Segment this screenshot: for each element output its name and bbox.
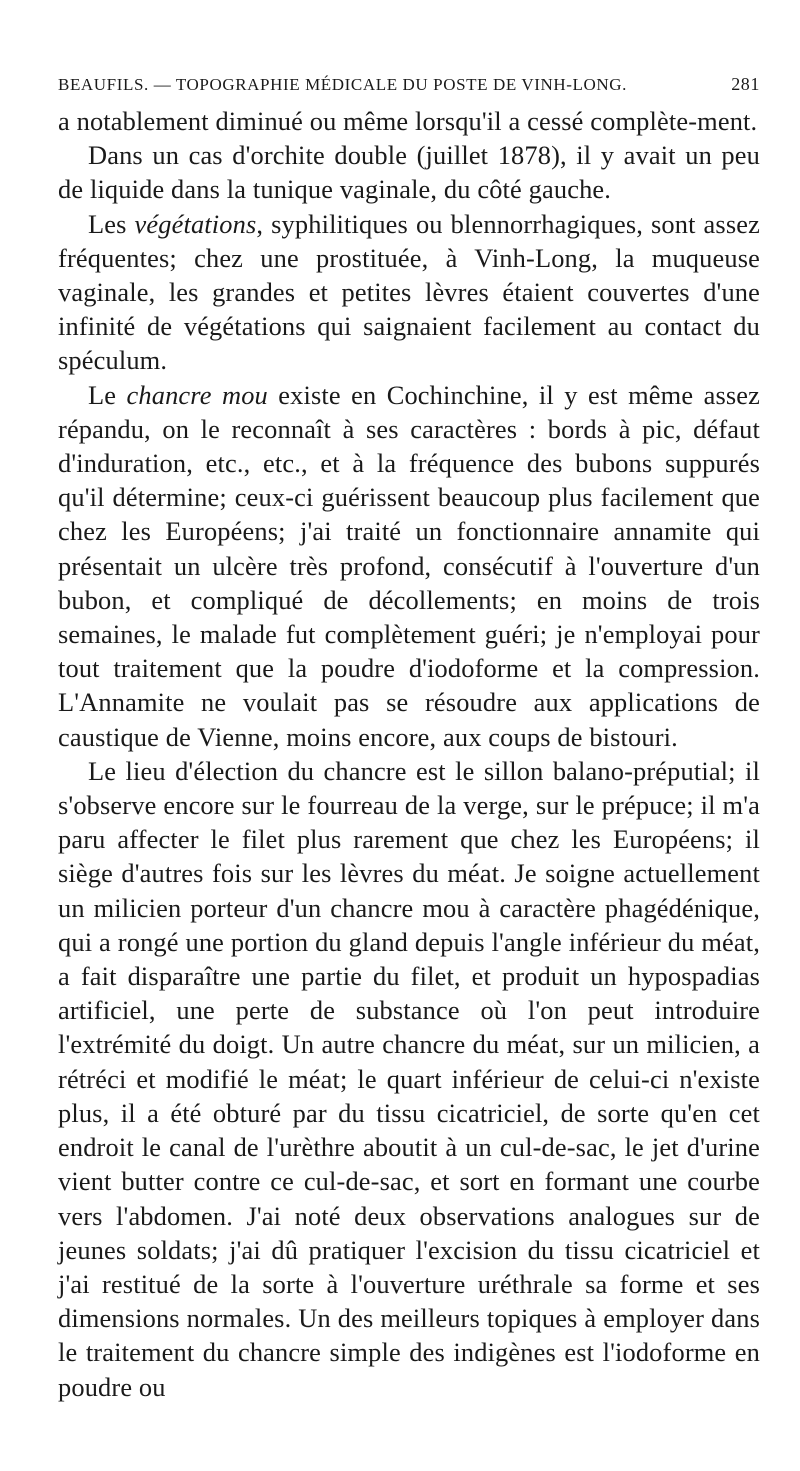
text-run: existe en Cochinchine, il y est même assez répandu, on le reconnaît à ses caractères : bords à pic, défaut d'induration, etc., etc., et à la fréquence des bubons suppurés qu'il détermine; ceux-ci guérissent beaucoup plus facilement que chez les Européens; j'ai traité un fonctionnaire annamite qui présentait un ulcère très profond, consécutif à l'ouverture d'un bubon, et compliqué de décollements; en moins de trois semaines, le malade fut complètement guéri; je n'employai pour tout traitement que la poudre d'iodoforme et la compression. L'Annamite ne voulait pas se résoudre aux applications de caustique de Vienne, moins encore, aux coups de bistouri. xyxy=(58,379,761,752)
text-run: Les xyxy=(88,208,135,239)
italic-term: chancre mou xyxy=(126,379,268,410)
body-text xyxy=(58,104,760,1404)
paragraph xyxy=(58,104,760,138)
italic-term: végétations xyxy=(134,208,257,239)
running-head xyxy=(58,68,760,100)
text-run: , syphilitiques ou blennorrhagiques, sont assez fréquentes; chez une prostituée, à Vinh-Long, la muqueuse vaginale, les grandes et petites lèvres étaient couvertes d'une infinité de végétations qui saignaient facilement au contact du spéculum. xyxy=(58,208,760,376)
text-run: a notablement diminué ou même lorsqu'il a cessé complète-ment. xyxy=(58,106,758,136)
text-run: Le xyxy=(88,379,127,410)
page-number: 281 xyxy=(731,74,760,94)
text-run: Dans un cas d'orchite double (juillet 1878), il y avait un peu de liquide dans la tunique vaginale, du côté gauche. xyxy=(58,140,760,205)
running-title: BEAUFILS. — TOPOGRAPHIE MÉDICALE DU POSTE DE VINH-LONG. xyxy=(58,75,627,94)
paragraph xyxy=(58,378,760,754)
paragraph xyxy=(58,138,760,206)
paragraph xyxy=(58,207,760,378)
text-run: Le lieu d'élection du chancre est le sillon balano-préputial; il s'observe encore sur le fourreau de la verge, sur le prépuce; il m'a paru affecter le filet plus rarement que chez les Européens; il siège d'autres fois sur les lèvres du méat. Je soigne actuellement un milicien porteur d'un chancre mou à caractère phagédénique, qui a rongé une portion du gland depuis l'angle inférieur du méat, a fait disparaître une partie du filet, et produit un hypospadias artificiel, une perte de substance où l'on peut introduire l'extrémité du doigt. Un autre chancre du méat, sur un milicien, a rétréci et modifié le méat; le quart inférieur de celui-ci n'existe plus, il a été obturé par du tissu cicatriciel, de sorte qu'en cet endroit le canal de l'urèthre aboutit à un cul-de-sac, le jet d'urine vient butter contre ce cul-de-sac, et sort en formant une courbe vers l'abdomen. J'ai noté deux observations analogues sur de jeunes soldats; j'ai dû pratiquer l'excision du tissu cicatriciel et j'ai restitué de la sorte à l'ouverture uréthrale sa forme et ses dimensions normales. Un des meilleurs topiques à employer dans le traitement du chancre simple des indigènes est l'iodoforme en poudre ou xyxy=(58,755,760,1402)
paragraph xyxy=(58,754,760,1404)
